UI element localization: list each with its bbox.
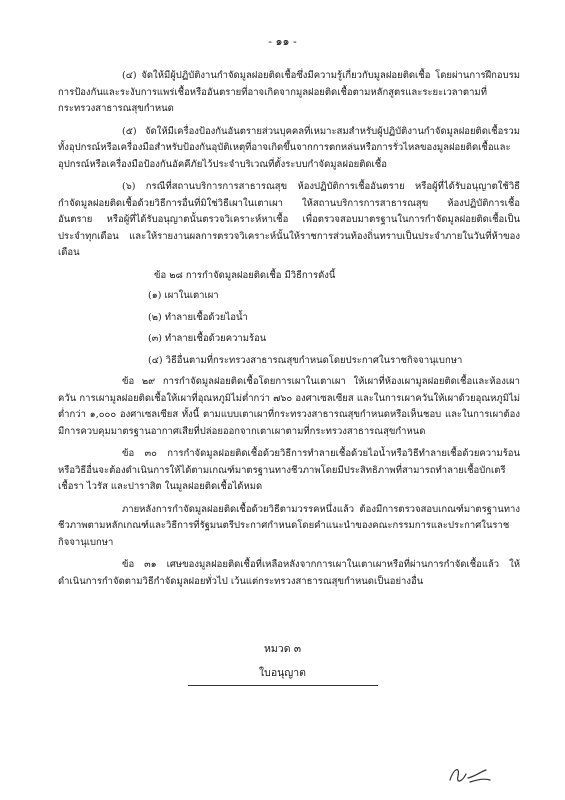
section-30-followup-paragraph: ภายหลังการกำจัดมูลฝอยติดเชื้อด้วยวิธีตามวรรคหนึ่งแล้ว ต้องมีการตรวจสอบเกณฑ์มาตรฐานทางชีวภาพตามหลักเกณฑ์และวิธีการที่รัฐมนตรีประกาศกำหนดโดยคำแนะนำของคณะกรรมการและประกาศในราชกิจจานุเบกษา [58, 503, 520, 548]
section-31-paragraph: ข้อ ๓๑ เศษของมูลฝอยติดเชื้อที่เหลือหลังจากการเผาในเตาเผาหรือที่ผ่านการกำจัดเชื้อแล้ว ให้ดำเนินการกำจัดตามวิธีกำจัดมูลฝอยทั่วไป เว้นแต่กระทรวงสาธารณสุขกำหนดเป็นอย่างอื่น [58, 559, 520, 587]
paragraph-item-4: (๔) จัดให้มีผู้ปฏิบัติงานกำจัดมูลฝอยติดเชื้อซึ่งมีความรู้เกี่ยวกับมูลฝอยติดเชื้อ โดยผ่านการฝึกอบรมการป้องกันและระงับการแพร่เชื้อหรืออันตรายที่อาจเกิดจากมูลฝอยติดเชื้อตามหลักสูตรและระยะเวลาตามที่กระทรวงสาธารณสุขกำหนด [58, 70, 520, 114]
section-30-paragraph: ข้อ ๓๐ การกำจัดมูลฝอยติดเชื้อด้วยวิธีการทำลายเชื้อด้วยไอน้ำหรือวิธีทำลายเชื้อด้วยความร้อนหรือวิธีอื่นจะต้องดำเนินการให้ได้ตามเกณฑ์มาตรฐานทางชีวภาพโดยมีประสิทธิภาพที่สามารถทำลายเชื้อบักเตรี เชื้อรา ไวรัส และปาราสิต ในมูลฝอยติดเชื้อได้หมด [58, 448, 520, 492]
method-item: (๓) ทำลายเชื้อด้วยความร้อน [148, 333, 267, 344]
paragraph-item-5: (๕) จัดให้มีเครื่องป้องกันอันตรายส่วนบุคคลที่เหมาะสมสำหรับผู้ปฏิบัติงานกำจัดมูลฝอยติดเชื้อรวมทั้งอุปกรณ์หรือเครื่องมือสำหรับป้องกันอุบัติเหตุที่อาจเกิดขึ้นจากการตกหล่นหรือการรั่วไหลของมูลฝอยติดเชื้อและอุปกรณ์หรือเครื่องมือป้องกันอัคคีภัยไว้ประจำบริเวณที่ตั้งระบบกำจัดมูลฝอยติดเชื้อ [58, 125, 520, 170]
section-28-heading: ข้อ ๒๘ การกำจัดมูลฝอยติดเชื้อ มีวิธีการดังนี้ [154, 269, 336, 281]
method-item: (๔) วิธีอื่นตามที่กระทรวงสาธารณสุขกำหนดโดยประกาศในราชกิจจานุเบกษา [148, 354, 463, 366]
page-number: - ๑๑ - [268, 35, 297, 48]
initials-signature-icon [446, 762, 494, 788]
method-item: (๑) เผาในเตาเผา [148, 290, 219, 301]
section-29-paragraph: ข้อ ๒๙ การกำจัดมูลฝอยติดเชื้อโดยการเผาในเตาเผา ให้เผาที่ห้องเผามูลฝอยติดเชื้อและห้องเผาควัน การเผามูลฝอยติดเชื้อให้เผาที่อุณหภูมิไม่ต่ำกว่า ๗๖๐ องศาเซลเซียส และในการเผาควันให้เผาด้วยอุณหภูมิไม่ต่ำกว่า ๑,๐๐๐ องศาเซลเซียส ทั้งนี้ ตามแบบเตาเผาที่กระทรวงสาธารณสุขกำหนดหรือเห็นชอบ และในการเผาต้องมีการควบคุมมาตรฐานอากาศเสียที่ปล่อยออกจากเตาเผาตามที่กระทรวงสาธารณสุขกำหนด [58, 376, 520, 437]
method-item: (๒) ทำลายเชื้อด้วยไอน้ำ [148, 311, 248, 323]
chapter-title: ใบอนุญาต [259, 667, 306, 679]
chapter-divider [188, 685, 378, 686]
chapter-number: หมวด ๓ [263, 643, 302, 655]
document-body [58, 68, 520, 596]
paragraph-item-6: (๖) กรณีที่สถานบริการการสาธารณสุข ห้องปฏิบัติการเชื้ออันตราย หรือผู้ที่ได้รับอนุญาตใช้วิธีกำจัดมูลฝอยติดเชื้อด้วยวิธีการอื่นที่มิใช่วิธีเผาในเตาเผา ให้สถานบริการการสาธารณสุข ห้องปฏิบัติการเชื้ออันตราย หรือผู้ที่ได้รับอนุญาตนั้นตรวจวิเคราะห์หาเชื้อ เพื่อตรวจสอบมาตรฐานในการกำจัดมูลฝอยติดเชื้อเป็นประจำทุกเดือน และให้รายงานผลการตรวจวิเคราะห์นั้นให้ราชการส่วนท้องถิ่นทราบเป็นประจำภายในวันที่ห้าของเดือน [58, 181, 520, 258]
